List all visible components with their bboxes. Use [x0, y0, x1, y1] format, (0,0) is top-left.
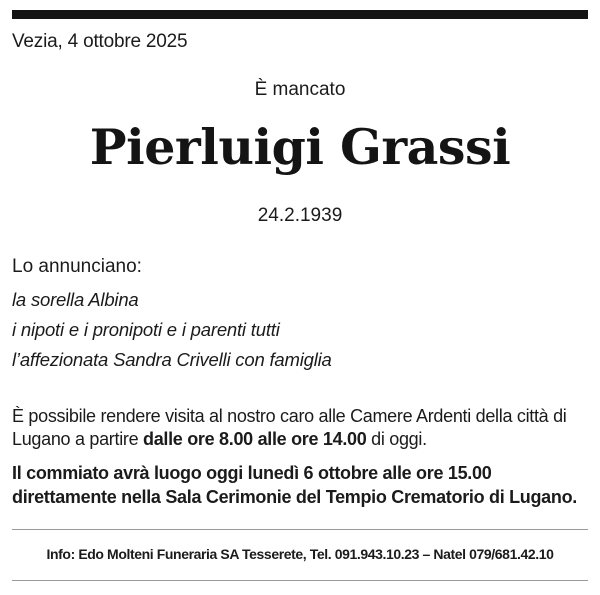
- contact-info: Info: Edo Molteni Funeraria SA Tesserete, Tel. 091.943.10.23 – Natel 079/681.42.10: [46, 546, 554, 562]
- farewell-info: Il commiato avrà luogo oggi lunedì 6 ottobre alle ore 15.00 direttamente nella Sala Cerimonie del Tempio Crematorio di Lugano.: [12, 463, 577, 507]
- mourners-intro: Lo annunciano:: [12, 256, 142, 277]
- footer-divider-bottom: [12, 580, 588, 581]
- birth-date: 24.2.1939: [257, 205, 343, 226]
- mourner-line: l’affezionata Sandra Crivelli con famiglia: [12, 349, 332, 370]
- mourner-line: la sorella Albina: [12, 289, 139, 310]
- place-and-date: Vezia, 4 ottobre 2025: [12, 31, 188, 52]
- top-border-rule: [12, 10, 588, 19]
- visit-info: [12, 405, 592, 451]
- footer-divider-top: [12, 529, 588, 530]
- announcement-text: È mancato: [254, 79, 346, 100]
- mourner-line: i nipoti e i pronipoti e i parenti tutti: [12, 319, 280, 340]
- deceased-name: Pierluigi Grassi: [89, 118, 511, 176]
- visit-hours: dalle ore 8.00 alle ore 14.00: [143, 429, 367, 449]
- visit-text: È possibile rendere visita al nostro caro alle Camere Ardenti della città di Lugano a partire: [12, 406, 567, 449]
- mourners-list: [12, 285, 332, 375]
- visit-suffix: di oggi.: [366, 429, 427, 449]
